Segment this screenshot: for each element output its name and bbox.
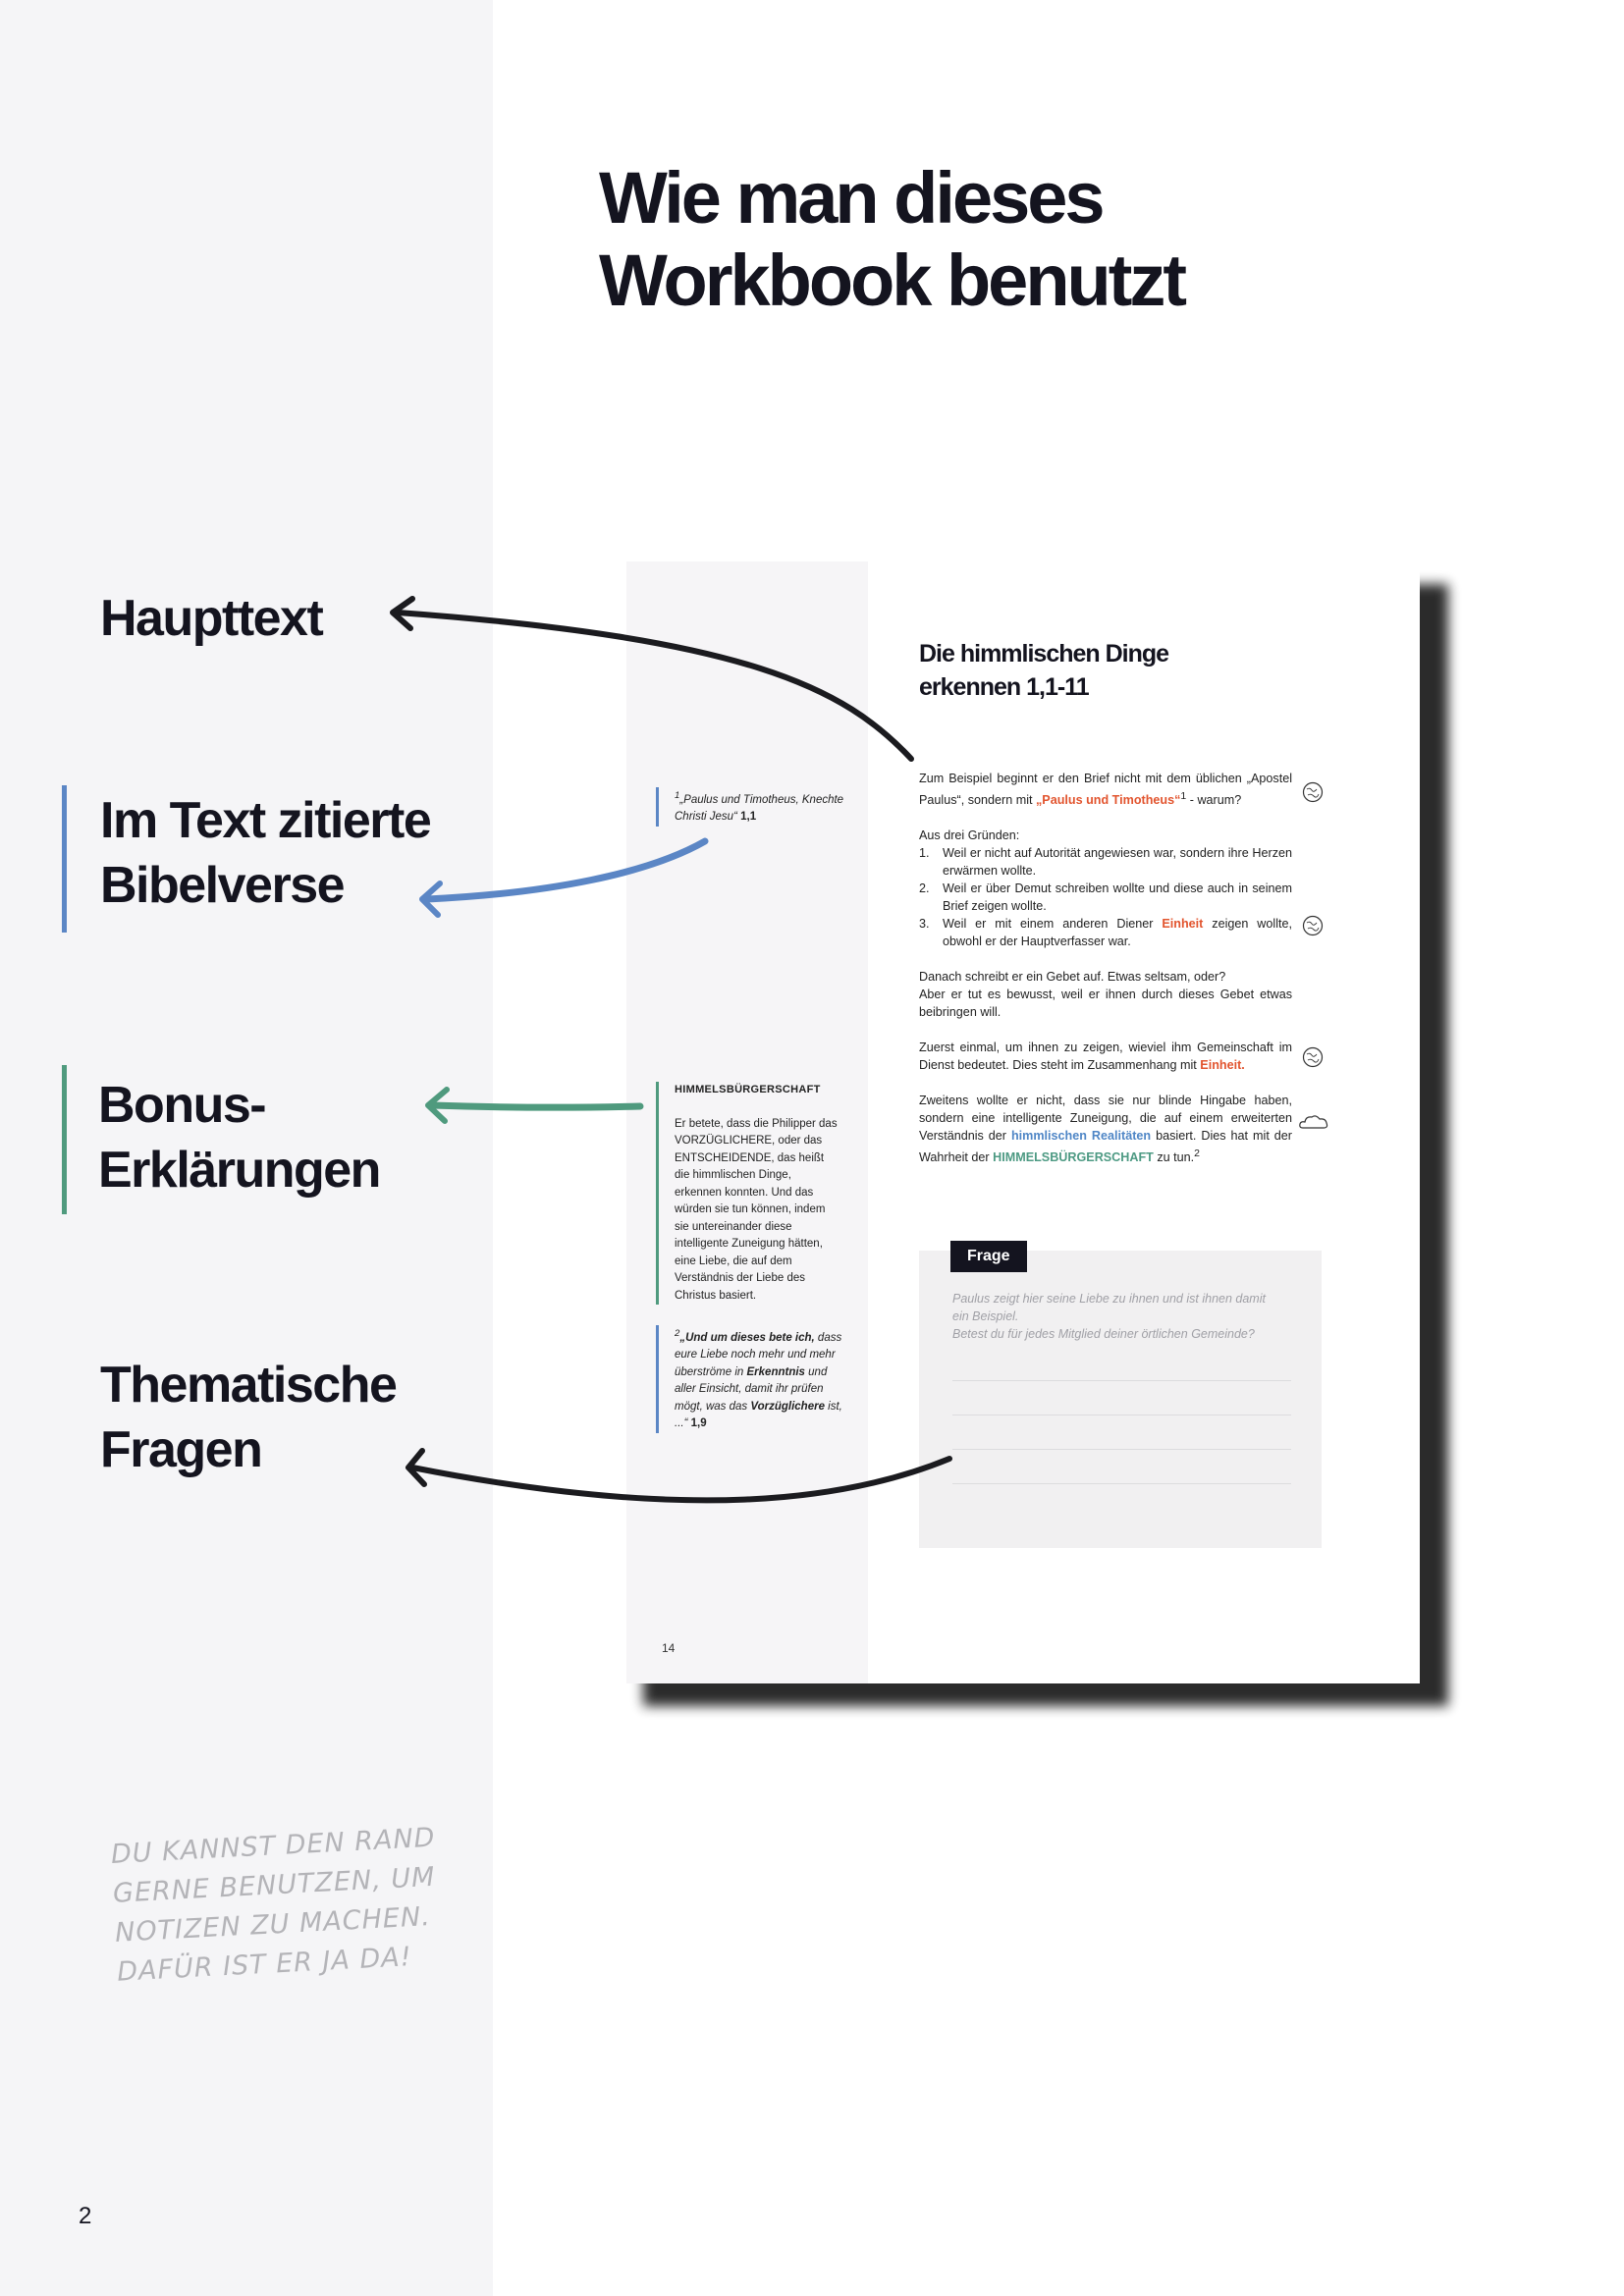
label-fragen-line2: Fragen <box>100 1421 262 1478</box>
reason-text-3a: Weil er mit einem anderen Diener <box>943 917 1163 932</box>
p1-highlight: „Paulus und Timotheus“ <box>1036 793 1181 808</box>
p5-highlight-green: HIMMELSBÜRGERSCHAFT <box>993 1150 1154 1165</box>
verse1-reference: 1,1 <box>736 811 757 824</box>
question-line2: ein Beispiel. <box>952 1309 1019 1323</box>
reasons-intro: Aus drei Gründen: <box>919 828 1020 843</box>
reason-text-2: Weil er über Demut schreiben wollte und diese auch in seinem Brief zeigen wollte. <box>943 881 1292 914</box>
reason-number-1: 1. <box>919 846 930 861</box>
bonus-text: Er betete, dass die Philipper das VORZÜGLICHERE, oder das ENTSCHEIDENDE, das heißt die himmlischen Dinge, erkennen konnten. Und das würden sie tun können, indem sie untereinander diese intelligente Zuneigung hätten, eine Liebe, die auf dem Verständnis der Liebe des Christus basiert. <box>675 1117 838 1302</box>
page-number: 2 <box>79 2203 92 2229</box>
p5-highlight-blue: himmlischen Realitäten <box>1010 1129 1152 1144</box>
arrow-bonus <box>432 1105 640 1107</box>
arrow-bibelverse <box>427 841 705 899</box>
label-bonus-line1: Bonus- <box>98 1077 266 1134</box>
p5-text-c: zu tun. <box>1153 1150 1195 1165</box>
verse2-reference: 1,9 <box>687 1417 707 1430</box>
p5-text-b: basiert. Dies hat mit der Wahrheit der <box>919 1129 1293 1165</box>
p1-footnote-ref: 1 <box>1180 790 1187 802</box>
verse2-text-d: und aller Einsicht, damit ihr prüfen mögt, was das <box>675 1365 828 1413</box>
title-line-1: Wie man dieses <box>599 157 1103 239</box>
handnote-line-2: GERNE BENUTZEN, UM <box>112 1861 437 1909</box>
reason-number-3: 3. <box>919 917 930 932</box>
handnote-line-3: NOTIZEN ZU MACHEN. <box>114 1901 432 1949</box>
reason-number-2: 2. <box>919 881 930 896</box>
p4-text: Zuerst einmal, um ihnen zu zeigen, wieviel ihm Gemeinschaft im Dienst bedeutet. Dies steht im Zusammenhang mit <box>919 1041 1292 1073</box>
p5-footnote-ref: 2 <box>1194 1148 1201 1160</box>
mock-page-number: 14 <box>662 1641 676 1655</box>
label-bonus-line2: Erklärungen <box>98 1142 380 1199</box>
bonus-heading: HIMMELSBÜRGERSCHAFT <box>675 1084 821 1095</box>
verse1-number: 1 <box>675 790 680 801</box>
verse2-bold-e: Vorzüglichere <box>750 1400 825 1413</box>
reason-text-1: Weil er nicht auf Autorität angewiesen war, sondern ihre Herzen erwärmen wollte. <box>943 846 1292 879</box>
mock-title-line2: erkennen 1,1-11 <box>919 673 1089 701</box>
label-bibelverse-line1: Im Text zitierte <box>100 792 431 849</box>
arrow-fragen <box>412 1459 949 1500</box>
handnote-line-4: DAFÜR IST ER JA DA! <box>116 1942 413 1988</box>
question-label: Frage <box>950 1241 1027 1272</box>
verse2-bold-c: Erkenntnis <box>746 1365 805 1378</box>
reason-text-3b: zeigen wollte, obwohl er der Hauptverfasser war. <box>943 917 1293 949</box>
handnote-line-1: DU KANNST DEN RAND <box>110 1822 437 1870</box>
label-bibelverse-line2: Bibelverse <box>100 857 345 914</box>
reason-3-highlight: Einheit <box>1162 917 1204 932</box>
p3-line2: Aber er tut es bewusst, weil er ihnen durch dieses Gebet etwas beibringen will. <box>919 988 1292 1020</box>
title-line-2: Workbook benutzt <box>599 240 1185 321</box>
arrow-haupttext <box>398 613 911 759</box>
verse2-bold-a: „Und um dieses bete ich, <box>679 1331 815 1344</box>
verse2-number: 2 <box>675 1328 680 1339</box>
verse1-quote: „Paulus und Timotheus, Knechte Christi Jesu“ <box>675 793 844 824</box>
p3-line1: Danach schreibt er ein Gebet auf. Etwas seltsam, oder? <box>919 970 1226 985</box>
mock-title-line1: Die himmlischen Dinge <box>919 640 1169 667</box>
p5-text-a: Zweitens wollte er nicht, dass sie nur blinde Hingabe haben, sondern eine intelligente Zuneigung, die auf einem erweiterten Verständnis der <box>919 1094 1292 1144</box>
p4-highlight: Einheit. <box>1200 1058 1245 1073</box>
verse2-text-f: ist, ...“ <box>675 1400 842 1430</box>
label-fragen-line1: Thematische <box>100 1357 397 1414</box>
label-haupttext-text: Haupttext <box>100 590 323 647</box>
question-line1: Paulus zeigt hier seine Liebe zu ihnen und ist ihnen damit <box>952 1292 1266 1306</box>
p1-text: Zum Beispiel beginnt er den Brief nicht mit dem üblichen „Apostel Paulus“, sondern mit <box>919 772 1292 808</box>
question-line3: Betest du für jedes Mitglied deiner örtlichen Gemeinde? <box>952 1327 1255 1341</box>
p1-text-end: - warum? <box>1186 793 1242 808</box>
verse2-text-b: dass eure Liebe noch mehr und mehr überströme in <box>675 1331 842 1378</box>
